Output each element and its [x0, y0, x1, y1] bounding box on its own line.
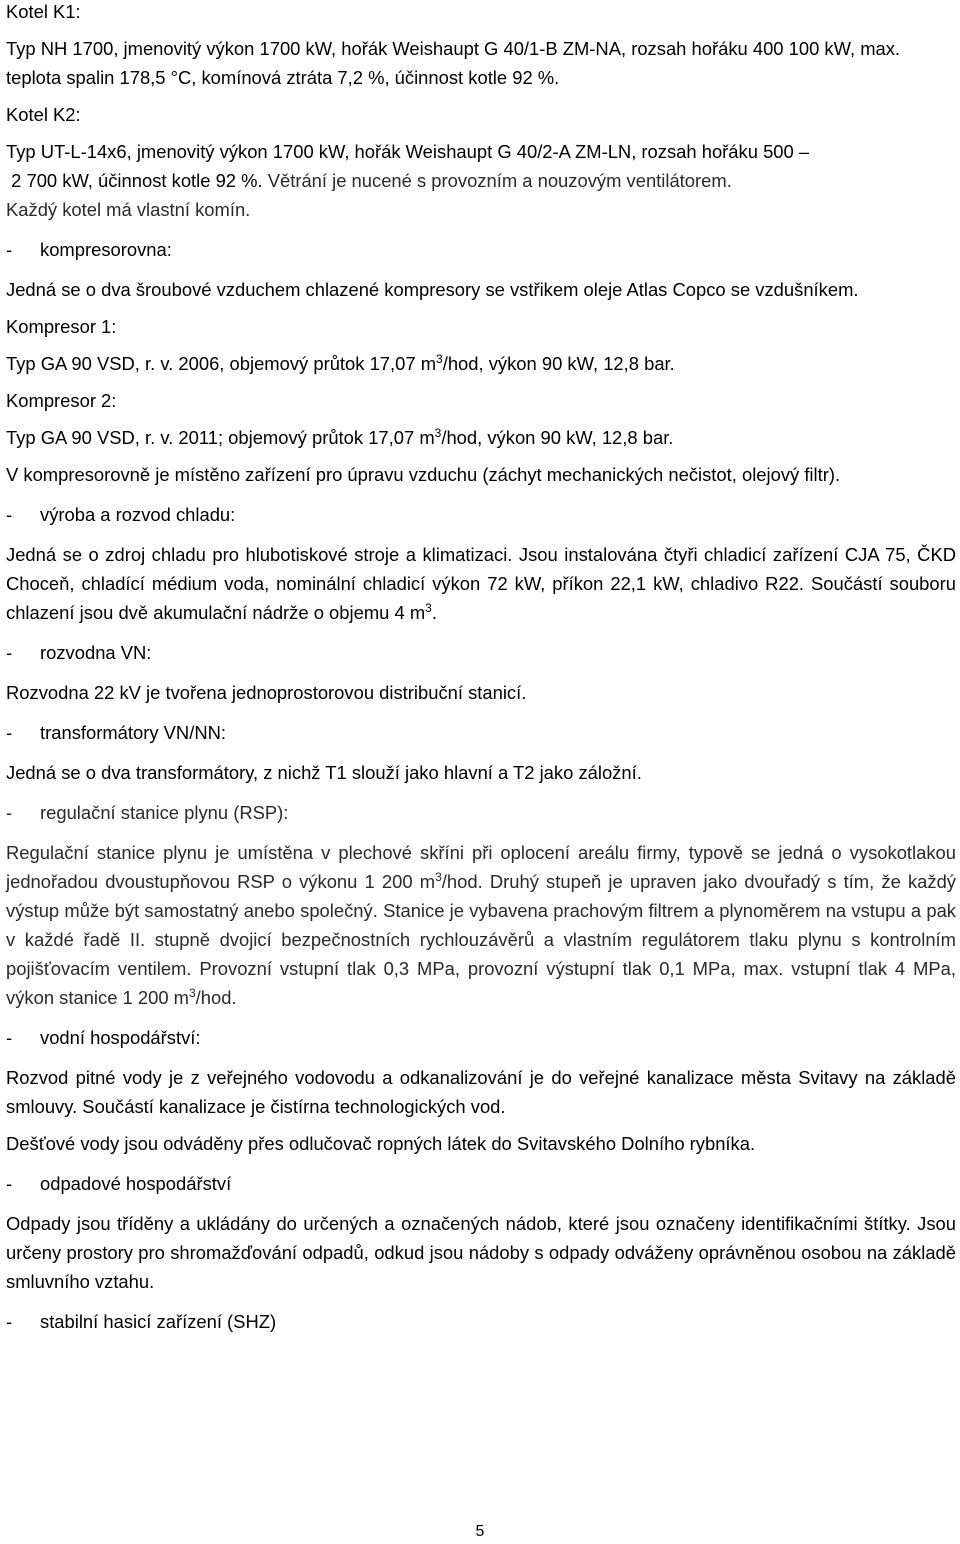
kotel-k2-heading: Kotel K2: — [6, 104, 81, 125]
rsp-text-b: /hod. Druhý stupeň je upraven jako dvouřadý s tím, že každý výstup může být samostatný anebo společný. Stanice je vybavena prachovým filtrem a plynoměrem na vstupu a pak v každé řadě II. stupně dvojicí bezpečnostních rychlouzávěrů a vlastním regulátorem tlaku plynu s kontrolním pojišťovacím ventilem. Provozní vstupní tlak 0,3 MPa, provozní výstupní tlak 0,1 MPa, max. vstupní tlak 4 MPa, výkon stanice 1 200 m — [6, 871, 956, 1008]
odpady-heading: odpadové hospodářství — [40, 1173, 232, 1194]
kompresor2-spec-a: Typ GA 90 VSD, r. v. 2011; objemový průtok 17,07 m — [6, 427, 435, 448]
kotel-k2-text-a: 2 700 kW, účinnost kotle 92 %. — [11, 170, 268, 191]
dash-bullet — [6, 638, 40, 667]
kotel-k1-heading: Kotel K1: — [6, 1, 81, 22]
dash-bullet — [6, 500, 40, 529]
kompresor2-spec — [6, 423, 956, 452]
section-chlad — [6, 500, 956, 529]
section-rsp — [6, 798, 956, 827]
kompresor1-sup: 3 — [436, 352, 443, 366]
transformatory-text: Jedná se o dva transformátory, z nichž T1 slouží jako hlavní a T2 jako záložní. — [6, 762, 642, 783]
page-content — [6, 0, 956, 1336]
chlad-text-a: Jedná se o zdroj chladu pro hlubotiskové stroje a klimatizaci. Jsou instalována čtyři chladicí zařízení CJA 75, ČKD Choceň, chladící médium voda, nominální chladicí výkon 72 kW, příkon 22,1 kW, chladivo R22. Součástí souboru chlazení jsou dvě akumulační nádrže o objemu 4 m — [6, 544, 956, 623]
dash-bullet — [6, 798, 40, 827]
kompresor2-spec-b: /hod, výkon 90 kW, 12,8 bar. — [441, 427, 674, 448]
dash-bullet — [6, 1023, 40, 1052]
dash-bullet — [6, 1169, 40, 1198]
chlad-heading: výroba a rozvod chladu: — [40, 504, 236, 525]
odpady-text: Odpady jsou tříděny a ukládány do určených a označených nádob, které jsou označeny identifikačními štítky. Jsou určeny prostory pro shromažďování odpadů, odkud jsou nádoby s odpady odváženy oprávněnou osobou na základě smluvního vztahu. — [6, 1213, 956, 1292]
kompresor2-heading: Kompresor 2: — [6, 390, 117, 411]
rsp-sup2: 3 — [188, 986, 196, 1000]
rsp-heading: regulační stanice plynu (RSP): — [40, 802, 289, 823]
page-number: 5 — [475, 1523, 485, 1540]
kotel-k1-text: Typ NH 1700, jmenovitý výkon 1700 kW, hořák Weishaupt G 40/1-B ZM-NA, rozsah hořáku 400 100 kW, max. teplota spalin 178,5 °C, komínová ztráta 7,2 %, účinnost kotle 92 %. — [6, 38, 901, 88]
chlad-sup: 3 — [425, 601, 432, 615]
chlad-text — [6, 540, 956, 627]
section-shz — [6, 1307, 956, 1336]
rsp-sup1: 3 — [435, 870, 442, 884]
rsp-text-a: Regulační stanice plynu je umístěna v plechové skříni při oplocení areálu firmy, typově se jedná o vysokotlakou jednořadou dvoustupňovou RSP o výkonu 1 200 m — [6, 842, 956, 892]
kotel-k2-komin: Každý kotel má vlastní komín. — [6, 199, 251, 220]
kompresorovna-note: V kompresorovně je místěno zařízení pro úpravu vzduchu (záchyt mechanických nečistot, olejový filtr). — [6, 464, 841, 485]
section-vodni — [6, 1023, 956, 1052]
chlad-text-b: . — [431, 602, 437, 623]
dash-bullet — [6, 235, 40, 264]
kompresor1-heading: Kompresor 1: — [6, 316, 117, 337]
vodni-text2: Dešťové vody jsou odváděny přes odlučovač ropných látek do Svitavského Dolního rybníka. — [6, 1133, 756, 1154]
kompresor1-spec — [6, 349, 956, 378]
rsp-text-c: /hod. — [195, 987, 237, 1008]
kompresorovna-heading: kompresorovna: — [40, 239, 172, 260]
kompresor2-sup: 3 — [434, 426, 442, 440]
section-rozvodna — [6, 638, 956, 667]
kompresorovna-text: Jedná se o dva šroubové vzduchem chlazené kompresory se vstřikem oleje Atlas Copco se vzdušníkem. — [6, 279, 859, 300]
dash-bullet — [6, 1307, 40, 1336]
rozvodna-heading: rozvodna VN: — [40, 642, 152, 663]
section-transformatory — [6, 718, 956, 747]
kotel-k2-text-line2 — [6, 166, 956, 195]
vodni-heading: vodní hospodářství: — [40, 1027, 201, 1048]
dash-bullet — [6, 718, 40, 747]
section-odpady — [6, 1169, 956, 1198]
shz-heading: stabilní hasicí zařízení (SHZ) — [40, 1311, 277, 1332]
vodni-text1: Rozvod pitné vody je z veřejného vodovodu a odkanalizování je do veřejné kanalizace města Svitavy na základě smlouvy. Součástí kanalizace je čistírna technologických vod. — [6, 1067, 956, 1117]
rsp-text — [6, 838, 956, 1012]
kotel-k2-text-line1: Typ UT-L-14x6, jmenovitý výkon 1700 kW, hořák Weishaupt G 40/2-A ZM-LN, rozsah hořáku 500 – — [6, 141, 810, 162]
kotel-k2-ventilation: Větrání je nucené s provozním a nouzovým ventilátorem. — [267, 170, 732, 191]
kompresor1-spec-a: Typ GA 90 VSD, r. v. 2006, objemový průtok 17,07 m — [6, 353, 437, 374]
section-kompresorovna — [6, 235, 956, 264]
transformatory-heading: transformátory VN/NN: — [40, 722, 226, 743]
kompresor1-spec-b: /hod, výkon 90 kW, 12,8 bar. — [442, 353, 675, 374]
rozvodna-text: Rozvodna 22 kV je tvořena jednoprostorovou distribuční stanicí. — [6, 682, 527, 703]
